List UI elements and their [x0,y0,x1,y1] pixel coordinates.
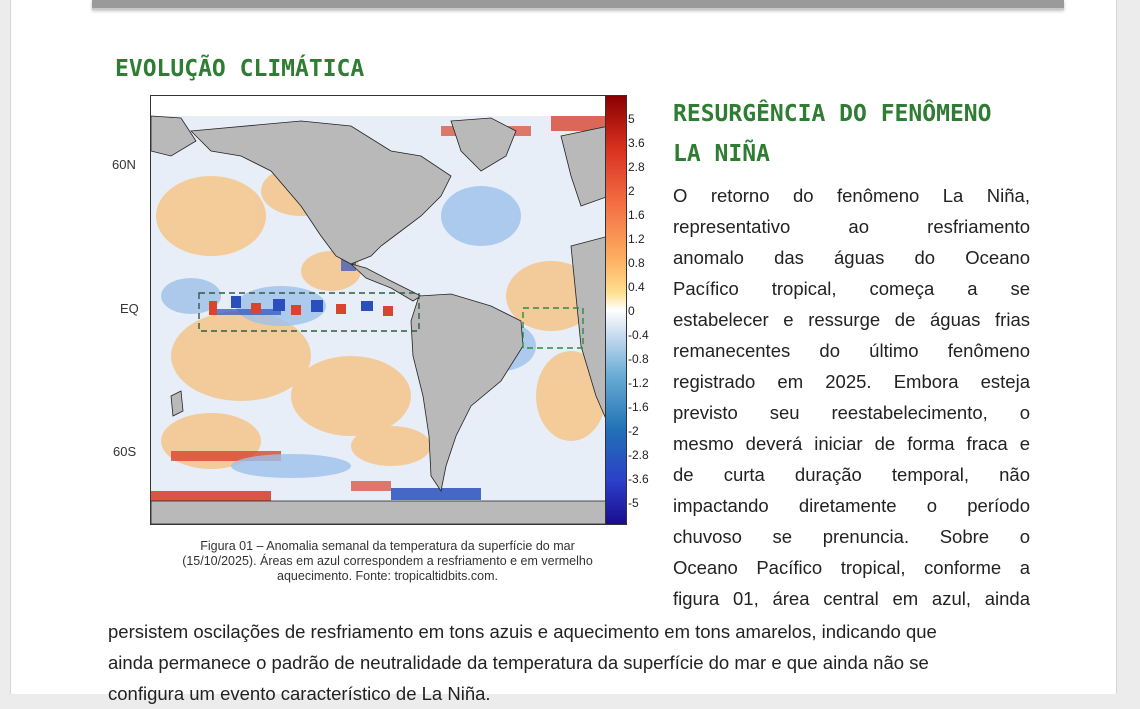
colorbar-tick: 2.8 [628,160,645,174]
body-line: remanecentes do último fenômeno [673,340,1030,361]
colorbar-tick: -2 [628,424,639,438]
colorbar-tick: 0.8 [628,256,645,270]
body-line: Pacífico tropical, começa a se [673,278,1030,299]
body-line: de curta duração temporal, não [673,464,1030,485]
body-line: persistem oscilações de resfriamento em tons azuis e aquecimento em tons amarelos, indicando que [108,621,937,642]
colorbar-tick: 0.4 [628,280,645,294]
colorbar-tick: 0 [628,304,635,318]
figure-caption [130,539,645,584]
colorbar-tick: 5 [628,112,635,126]
sst-map-graphic [151,96,609,524]
colorbar-tick: -2.8 [628,448,649,462]
body-line: mesmo deverá iniciar de forma fraca e [673,433,1030,454]
header-strip [92,0,1064,10]
colorbar-tick: 1.6 [628,208,645,222]
colorbar-tick: -1.6 [628,400,649,414]
colorbar-graphic [606,96,626,524]
colorbar-tick: 2 [628,184,635,198]
colorbar-tick: -0.4 [628,328,649,342]
body-line: estabelecer e ressurge de águas frias [673,309,1030,330]
colorbar-tick: 1.2 [628,232,645,246]
colorbar-tick: -3.6 [628,472,649,486]
caption-line: aquecimento. Fonte: tropicaltidbits.com. [277,569,498,583]
body-line: chuvoso se prenuncia. Sobre o [673,526,1030,547]
body-line: ainda permanece o padrão de neutralidade da temperatura da superfície do mar e que ainda não se [108,652,929,673]
body-line: impactando diretamente o período [673,495,1030,516]
body-line: O retorno do fenômeno La Niña, [673,185,1030,206]
caption-line: (15/10/2025). Áreas em azul correspondem a resfriamento e em vermelho [182,554,593,568]
article-body-column [673,180,1030,614]
colorbar-tick: -0.8 [628,352,649,366]
body-line: Oceano Pacífico tropical, conforme a [673,557,1030,578]
colorbar-fill [606,96,626,524]
article-title-line-1: RESURGÊNCIA DO FENÔMENO [673,101,992,127]
article-title [673,94,1043,174]
colorbar [605,95,627,525]
body-line: anomalo das águas do Oceano [673,247,1030,268]
section-title: EVOLUÇÃO CLIMÁTICA [115,56,365,82]
body-line: configura um evento característico de La Niña. [108,683,491,704]
body-line: previsto seu reestabelecimento, o [673,402,1030,423]
article-body-full [108,616,1033,709]
colorbar-tick: -1.2 [628,376,649,390]
colorbar-tick: 3.6 [628,136,645,150]
caption-line: Figura 01 – Anomalia semanal da temperatura da superfície do mar [200,539,575,553]
lat-label-60n: 60N [112,157,136,172]
lat-label-eq: EQ [120,301,139,316]
article-title-line-2: LA NIÑA [673,141,770,167]
colorbar-tick: -5 [628,496,639,510]
sst-anomaly-map [150,95,610,525]
body-line: representativo ao resfriamento [673,216,1030,237]
lat-label-60s: 60S [113,444,137,459]
body-line: registrado em 2025. Embora esteja [673,371,1030,392]
body-line: figura 01, área central em azul, ainda [673,588,1030,609]
